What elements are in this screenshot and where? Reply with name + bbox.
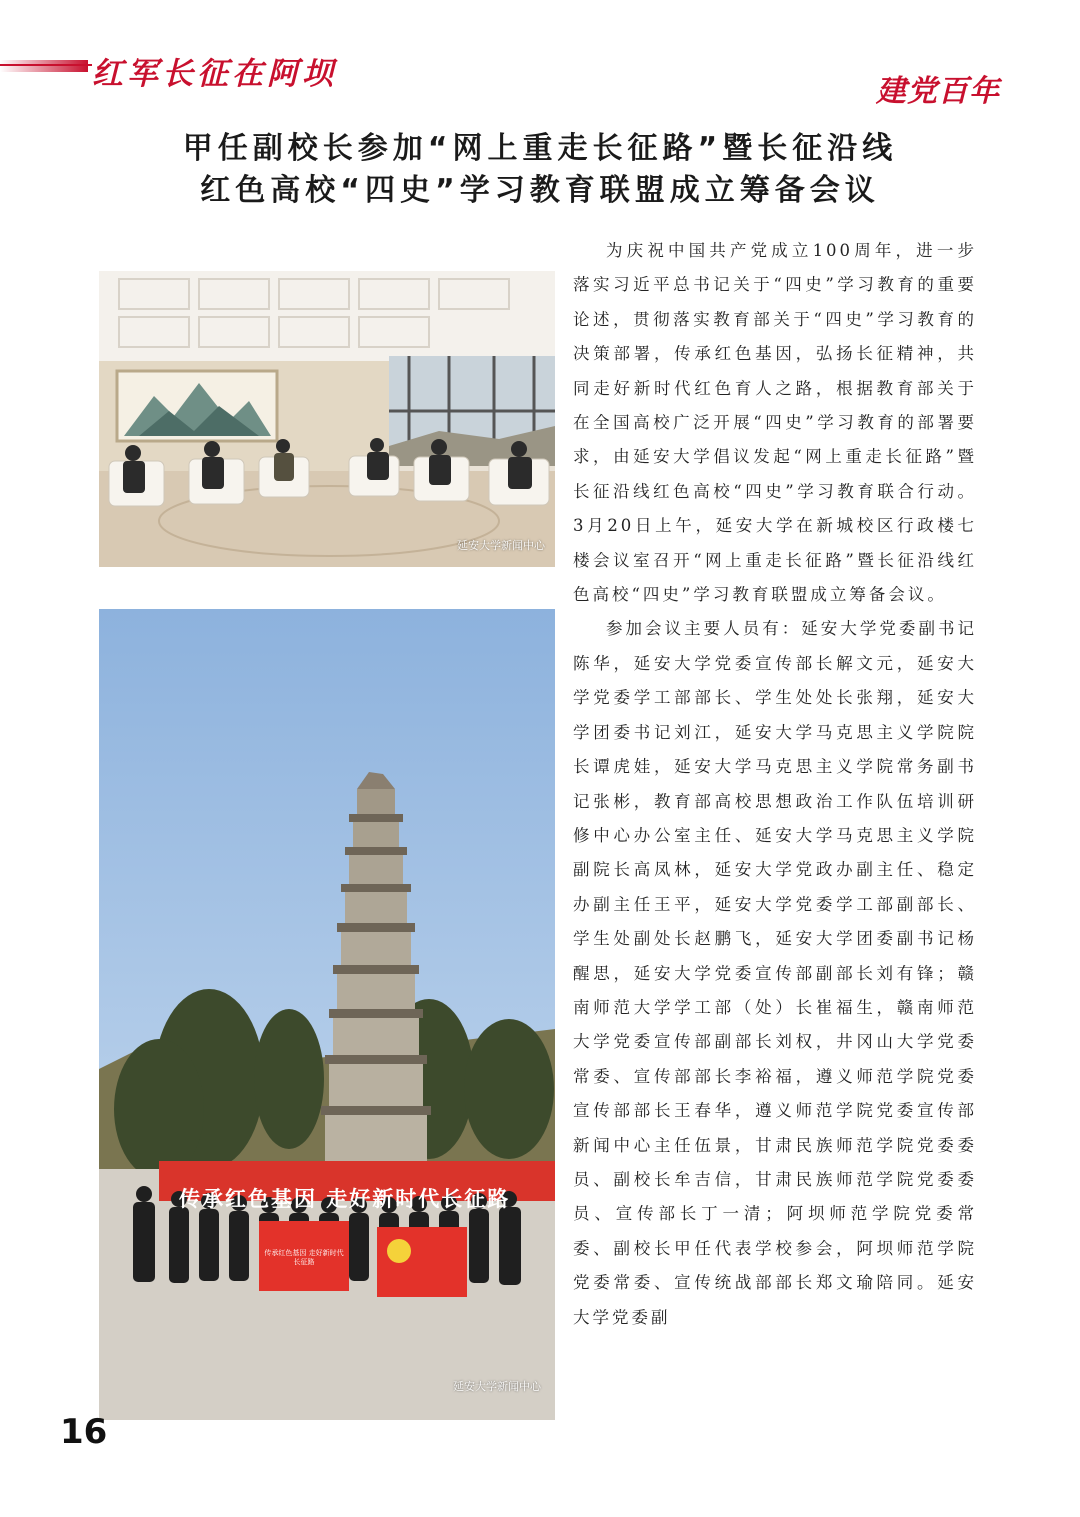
article-title (0, 128, 1080, 212)
meeting-photo-watermark: 延安大学新闻中心 (457, 539, 545, 552)
page-number: 16 (60, 1412, 108, 1452)
pagoda-photo-watermark: 延安大学新闻中心 (453, 1380, 541, 1393)
article-title-line-1: 甲任副校长参加“网上重走长征路”暨长征沿线 (182, 131, 898, 166)
header-gradient-bar (0, 60, 88, 72)
pagoda-group-photo (99, 609, 555, 1420)
pagoda-banner-text: 传承红色基因 走好新时代长征路 (179, 1187, 511, 1211)
article-title-line-2: 红色高校“四史”学习教育联盟成立筹备会议 (200, 173, 880, 208)
article-body (573, 234, 977, 1335)
series-title: 红军长征在阿坝 (92, 56, 337, 92)
meeting-room-illustration (99, 271, 555, 567)
meeting-room-photo (99, 271, 555, 567)
header-rule (0, 64, 92, 66)
corner-logo: 建党百年 (876, 74, 1000, 109)
pagoda-illustration (99, 609, 555, 1420)
pagoda-flag-text: 传承红色基因 走好新时代长征路 (264, 1249, 344, 1266)
article-paragraph-2: 参加会议主要人员有：延安大学党委副书记陈华，延安大学党委宣传部长解文元，延安大学党委学工部部长、学生处处长张翔，延安大学团委书记刘江，延安大学马克思主义学院院长谭虎娃，延安大学马克思主义学院常务副书记张彬，教育部高校思想政治工作队伍培训研修中心办公室主任、延安大学马克思主义学院副院长高凤林，延安大学党政办副主任、稳定办副主任王平，延安大学党委学工部副部长、学生处副处长赵鹏飞，延安大学团委副书记杨醒思，延安大学党委宣传部副部长刘有锋；赣南师范大学学工部（处）长崔福生，赣南师范大学党委宣传部副部长刘权，井冈山大学党委常委、宣传部部长李裕福，遵义师范学院党委宣传部部长王春华，遵义师范学院党委宣传部新闻中心主任伍景，甘肃民族师范学院党委委员、副校长牟吉信，甘肃民族师范学院党委委员、宣传部长丁一清；阿坝师范学院党委常委、副校长甲任代表学校参会，阿坝师范学院党委常委、宣传统战部部长郑文瑜陪同。延安大学党委副 (573, 619, 977, 1327)
article-paragraph-1: 为庆祝中国共产党成立100周年，进一步落实习近平总书记关于“四史”学习教育的重要论述，贯彻落实教育部关于“四史”学习教育的决策部署，传承红色基因，弘扬长征精神，共同走好新时代红色育人之路，根据教育部关于在全国高校广泛开展“四史”学习教育的部署要求，由延安大学倡议发起“网上重走长征路”暨长征沿线红色高校“四史”学习教育联合行动。3月20日上午，延安大学在新城校区行政楼七楼会议室召开“网上重走长征路”暨长征沿线红色高校“四史”学习教育联盟成立筹备会议。 (573, 241, 977, 605)
